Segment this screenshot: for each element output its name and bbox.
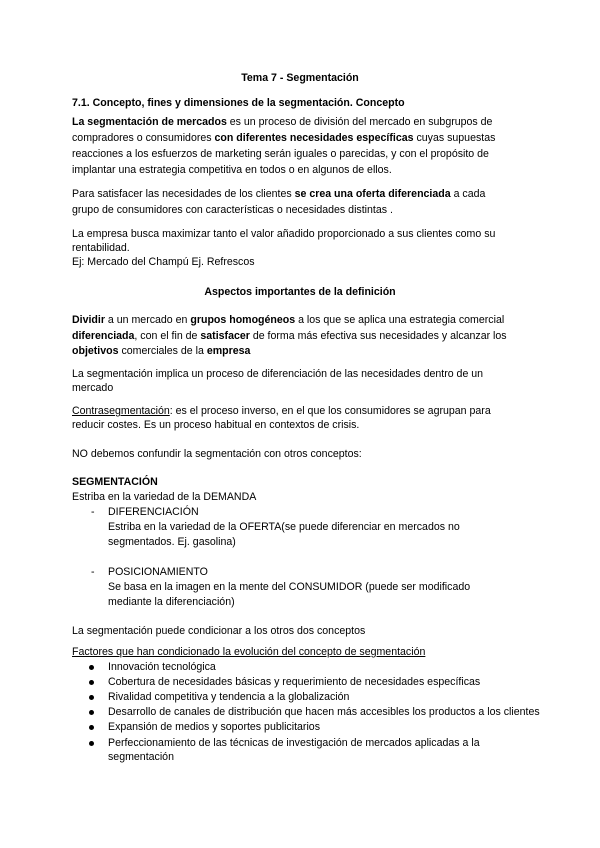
paragraph-confusion: NO debemos confundir la segmentación con otros conceptos: [72,448,362,460]
segmentation-line: Estriba en la variedad de la DEMANDA [72,491,257,503]
page-title: Tema 7 - Segmentación [241,72,359,84]
factors-heading: Factores que han condicionado la evolución del concepto de segmentación [72,646,426,658]
section-heading: 7.1. Concepto, fines y dimensiones de la segmentación. Concepto [72,97,405,109]
document-page: Tema 7 - Segmentación 7.1. Concepto, fines y dimensiones de la segmentación. Concepto La segmentación de mercados es un proceso de división del mercado en subgrupos de compradores o consumidores con diferentes necesidades específicas cuyas supuestas reacciones a los esfuerzos de marketing serán iguales o parecidas, y con el propósito de implantar una estrategia competitiva en todos o en algunos de ellos. Para satisfacer las necesidades de los clientes se crea una oferta diferenciada a cada grupo de consumidores con características o necesidades distintas . La empresa busca maximizar tanto el valor añadido proporcionado a sus clientes como su rentabilidad. Ej: Mercado del Champú Ej. Refrescos Aspectos importantes de la definición Dividir a un mercado en grupos homogéneos a los que se aplica una estrategia comercial diferenciada, con el fin de satisfacer de forma más efectiva sus necesidades y alcanzar los objetivos comerciales de la empresa La segmentación implica un proceso de diferenciación de las necesidades dentro de un mercado Contrasegmentación: es el proceso inverso, en el que los consumidores se agrupan para reducir costes. Es un proceso habitual en contextos de crisis. NO debemos confundir la segmentación con otros conceptos: SEGMENTACIÓN Estriba en la variedad de la DEMANDA - DIFERENCIACIÓN Estriba en la variedad de la OFERTA(se puede diferenciar en mercados no segmentados. Ej. gasolina) - POSICIONAMIENTO Se basa en la imagen en la mente del CONSUMIDOR (puede ser modificado mediante la diferenciación) La segmentación puede condicionar a los otros dos conceptos Factores que han condicionado la evolución del concepto de segmentación Innovación tecnológica Cobertura de necesidades básicas y requerimiento de necesidades específicas Rivalidad competitiva y tendencia a la globalización Desarrollo de canales de distribución que hacen más accesibles los productos a los clientes Expansión de medios y soportes publicitarios Perfeccionamiento de las técnicas de investigación de mercados aplicadas a la segmentación [0,0,600,848]
paragraph-conditions: La segmentación puede condicionar a los otros dos conceptos [72,625,366,637]
subheading: Aspectos importantes de la definición [204,286,396,298]
segmentation-heading: SEGMENTACIÓN [72,476,158,488]
